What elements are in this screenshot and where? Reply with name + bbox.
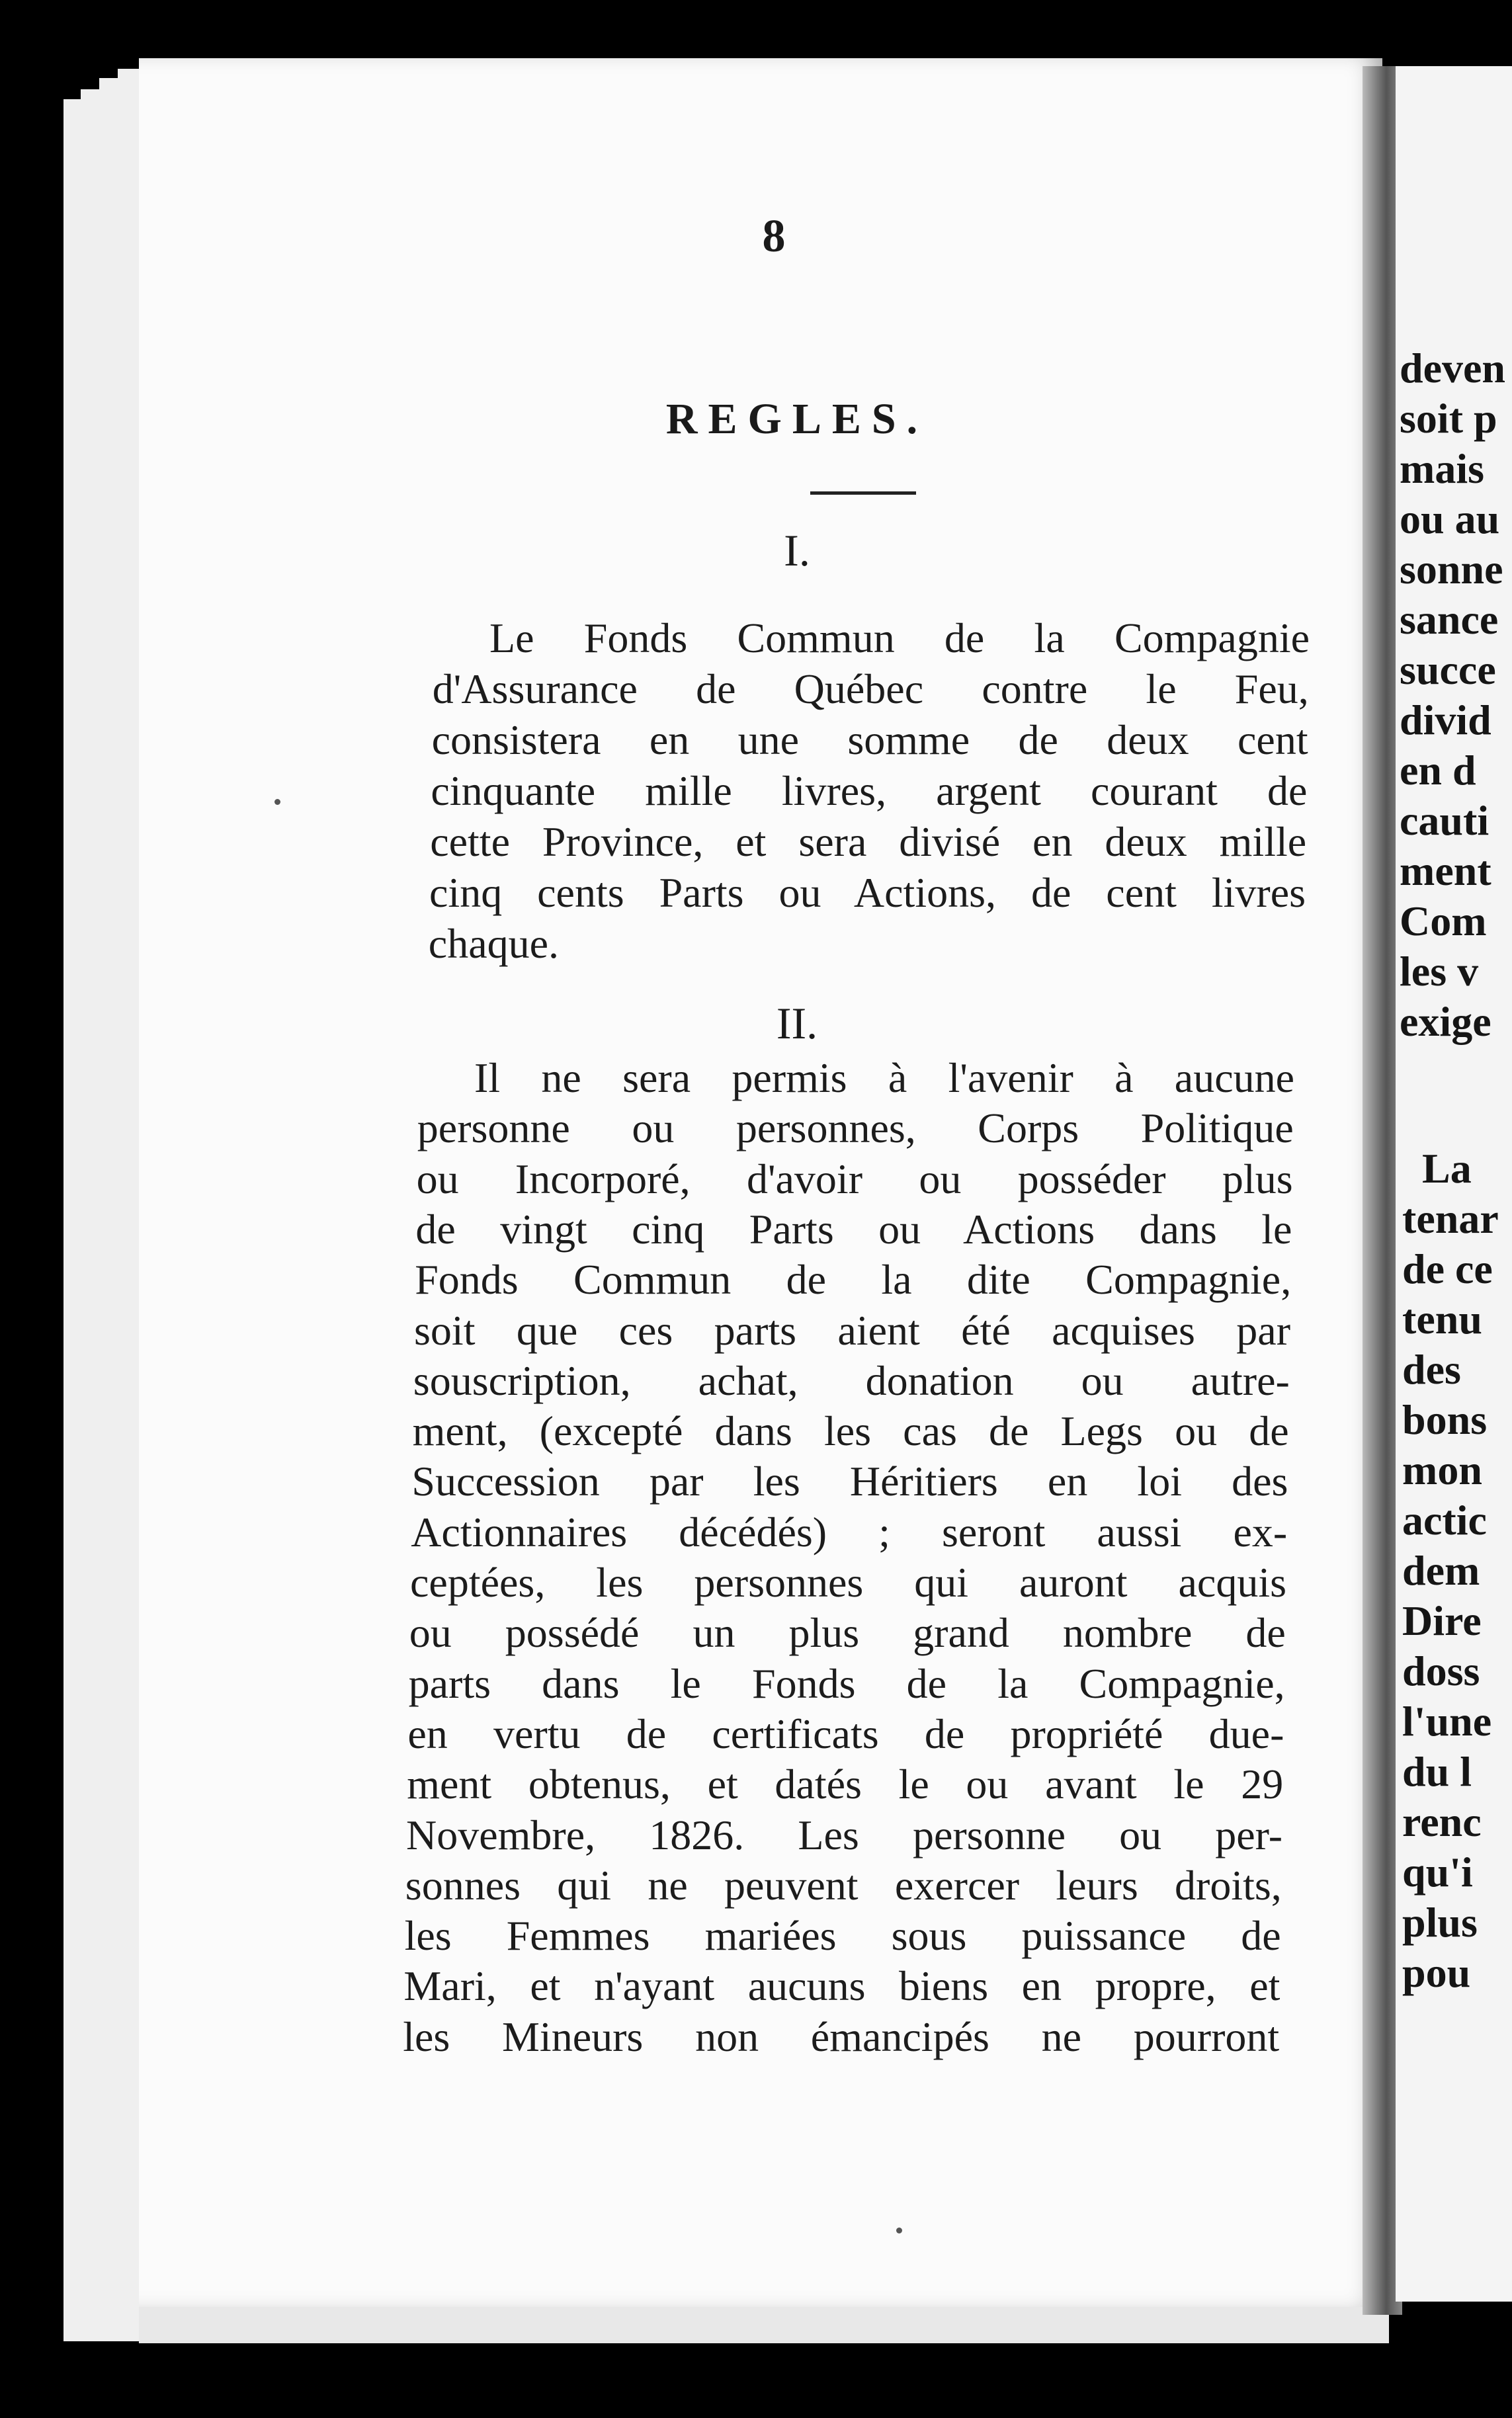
facing-page-line: ment — [1400, 847, 1491, 894]
text-line: Fonds Commun de la dite Compagnie, — [415, 1256, 1292, 1304]
text-line: ment obtenus, et datés le ou avant le 29 — [407, 1761, 1284, 1808]
text-line: les Mineurs non émancipés ne pourront — [403, 2013, 1280, 2060]
section-number: II. — [776, 998, 818, 1048]
facing-page-line: dem — [1402, 1547, 1480, 1594]
facing-page-line: doss — [1402, 1647, 1480, 1694]
text-line: ou Incorporé, d'avoir ou posséder plus — [416, 1155, 1293, 1202]
facing-page-line: exige — [1400, 998, 1491, 1045]
facing-page-line: La — [1422, 1145, 1472, 1192]
facing-page-line: soit p — [1400, 395, 1497, 442]
facing-page — [1396, 66, 1512, 2302]
text-line: cinquante mille livres, argent courant de — [431, 767, 1308, 814]
page-number: 8 — [762, 211, 786, 262]
text-line: Novembre, 1826. Les personne ou per- — [406, 1811, 1282, 1858]
facing-page-line: succe — [1400, 646, 1496, 693]
facing-page-line: pou — [1402, 1949, 1471, 1996]
text-line: souscription, achat, donation ou autre- — [413, 1356, 1290, 1404]
section-number: I. — [784, 525, 810, 575]
text-line: chaque. — [428, 920, 560, 967]
facing-page-line: tenar — [1402, 1195, 1499, 1242]
text-line: Actionnaires décédés) ; seront aussi ex- — [411, 1508, 1288, 1556]
text-line: de vingt cinq Parts ou Actions dans le — [415, 1205, 1292, 1253]
text-line: cette Province, et sera divisé en deux mille — [430, 818, 1307, 865]
text-line: d'Assurance de Québec contre le Feu, — [432, 665, 1309, 712]
title-rule — [810, 491, 916, 495]
facing-page-line: sance — [1400, 596, 1499, 643]
text-line: Le Fonds Commun de la Compagnie — [489, 614, 1310, 661]
page-bottom-edge — [139, 2302, 1389, 2343]
text-line: Succession par les Héritiers en loi des — [411, 1458, 1288, 1505]
facing-page-line: sonne — [1400, 546, 1503, 593]
facing-page-line: en d — [1400, 747, 1476, 794]
facing-page-line: ou au — [1400, 495, 1500, 542]
facing-page-line: Dire — [1402, 1597, 1482, 1644]
facing-page-line: plus — [1402, 1899, 1478, 1946]
facing-page-line: divid — [1400, 696, 1491, 743]
facing-page-line: les v — [1400, 948, 1479, 995]
text-line: ment, (excepté dans les cas de Legs ou de — [412, 1407, 1289, 1455]
text-line: consistera en une somme de deux cent — [431, 716, 1308, 763]
facing-page-line: du l — [1402, 1748, 1472, 1795]
facing-page-line: de ce — [1402, 1245, 1493, 1292]
facing-page-line: mais — [1400, 445, 1484, 492]
facing-page-line: deven — [1400, 345, 1505, 392]
facing-page-line: Com — [1400, 897, 1487, 944]
text-line: parts dans le Fonds de la Compagnie, — [408, 1659, 1285, 1707]
text-line: les Femmes mariées sous puissance de — [404, 1912, 1281, 1960]
text-line: cinq cents Parts ou Actions, de cent livres — [429, 869, 1306, 916]
facing-page-line: l'une — [1402, 1698, 1492, 1745]
left-page — [139, 58, 1382, 2307]
facing-page-line: bons — [1402, 1396, 1488, 1443]
facing-page-line: actic — [1402, 1497, 1487, 1544]
text-line: soit que ces parts aient été acquises par — [414, 1306, 1290, 1354]
text-line: Il ne sera permis à l'avenir à aucune — [474, 1054, 1294, 1101]
text-line: ou possédé un plus grand nombre de — [409, 1609, 1286, 1657]
page-title: REGLES. — [665, 395, 929, 443]
text-line: sonnes qui ne peuvent exercer leurs droits, — [405, 1861, 1282, 1909]
ink-speck — [896, 2228, 902, 2233]
facing-page-line: tenu — [1402, 1296, 1482, 1343]
text-line: ceptées, les personnes qui auront acquis — [410, 1559, 1286, 1606]
facing-page-line: des — [1402, 1346, 1461, 1393]
facing-page-line: mon — [1402, 1446, 1482, 1493]
facing-page-line: renc — [1402, 1798, 1482, 1845]
facing-page-line: qu'i — [1402, 1849, 1473, 1896]
ink-speck — [274, 799, 280, 805]
text-line: Mari, et n'ayant aucuns biens en propre, et — [403, 1962, 1281, 2010]
text-line: en vertu de certificats de propriété due- — [407, 1710, 1284, 1757]
facing-page-line: cauti — [1400, 797, 1490, 844]
text-line: personne ou personnes, Corps Politique — [417, 1105, 1294, 1152]
